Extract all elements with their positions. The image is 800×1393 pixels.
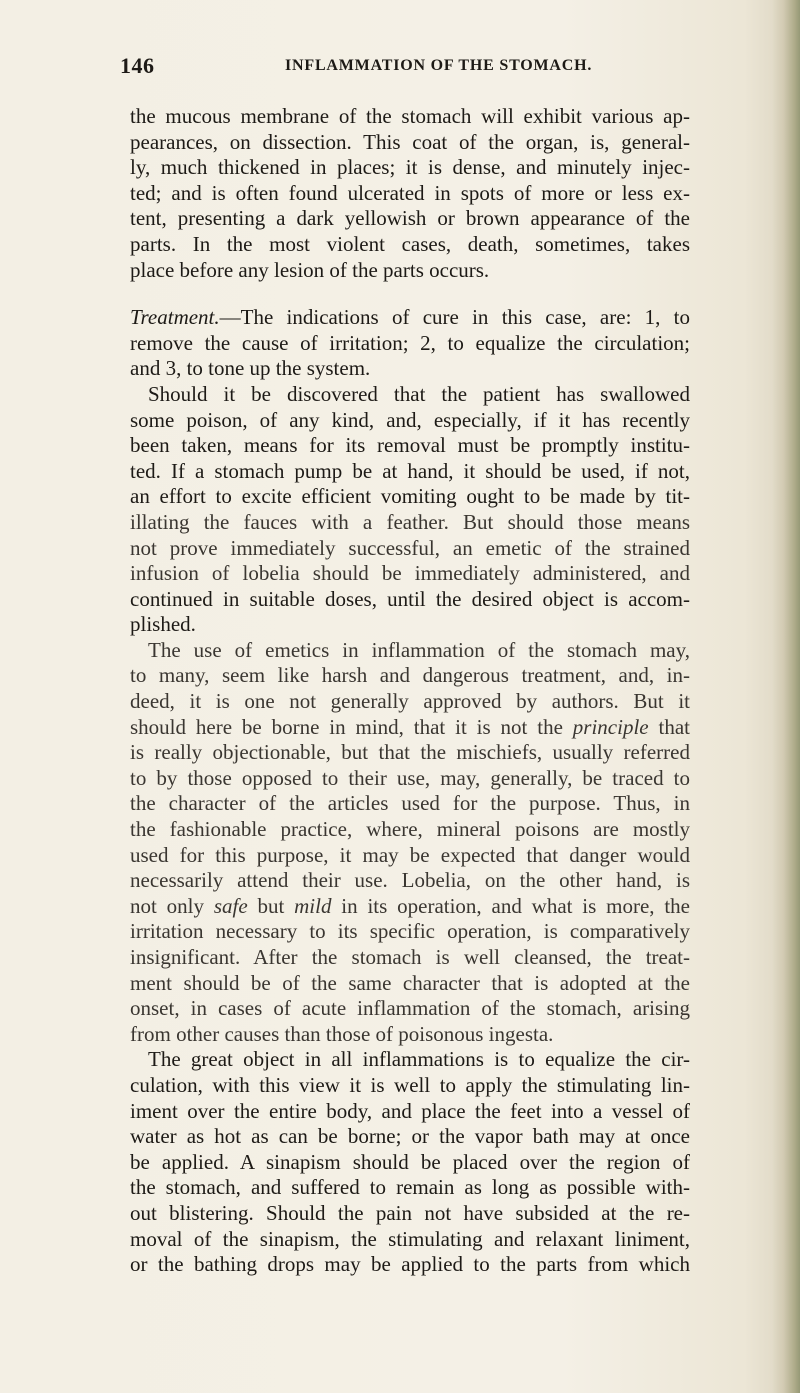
body-text [130,104,690,1278]
text-line: remove the cause of irritation; 2, to equalize the circulation; [130,330,690,355]
text-span: should here be borne in mind, that it is not the [130,714,573,739]
text-line: deed, it is one not generally approved by authors. But it [130,689,690,714]
text-line: the stomach, and suffered to remain as long as possible with- [130,1175,690,1200]
running-title: INFLAMMATION OF THE STOMACH. [285,57,593,74]
text-line: out blistering. Should the pain not have subsided at the re- [130,1200,690,1225]
text-line: irritation necessary to its specific operation, is comparatively [130,919,690,944]
emphasis-safe: safe [213,893,248,918]
page-number: 146 [120,53,155,78]
text-line: The use of emetics in inflammation of the stomach may, [148,637,690,662]
text-line: pearances, on dissection. This coat of the organ, is, general- [130,129,690,154]
text-line: moval of the sinapism, the stimulating and relaxant liniment, [130,1226,690,1251]
text-line: is really objectionable, but that the mischiefs, usually referred [130,740,690,765]
running-head [120,53,680,83]
treatment-heading: Treatment. [130,305,220,330]
text-line: water as hot as can be borne; or the vapor bath may at once [130,1124,690,1149]
paragraph-emetics [130,638,690,1048]
text-line: Should it be discovered that the patient has swallowed [148,381,690,406]
text-line: from other causes than those of poisonous ingesta. [130,1021,554,1046]
text-line: to many, seem like harsh and dangerous treatment, and, in- [130,663,690,688]
text-line: the mucous membrane of the stomach will exhibit various ap- [130,104,690,128]
text-line: onset, in cases of acute inflammation of the stomach, arising [130,996,690,1021]
paragraph-dissection [130,104,690,283]
text-line: necessarily attend their use. Lobelia, on the other hand, is [130,868,690,893]
text-line: continued in suitable doses, until the desired object is accom- [130,586,690,611]
text-span: not only [130,893,214,918]
text-line: be applied. A sinapism should be placed over the region of [130,1149,690,1174]
text-line: ment should be of the same character that is adopted at the [130,970,690,995]
text-line: the fashionable practice, where, mineral poisons are mostly [130,817,690,842]
text-line: infusion of lobelia should be immediately administered, and [130,561,690,586]
text-line [130,305,690,331]
paragraph-poison [130,382,690,638]
text-line: culation, with this view it is well to apply the stimulating lin- [130,1072,690,1097]
text-line: to by those opposed to their use, may, generally, be traced to [130,765,690,790]
text-line: and 3, to tone up the system. [130,356,371,381]
text-line: The great object in all inflammations is to equalize the cir- [148,1047,690,1072]
text-line: illating the fauces with a feather. But should those means [130,509,690,534]
text-line: not prove immediately successful, an emetic of the strained [130,535,690,560]
text-span: that [648,714,690,739]
page-edge-shadow [772,0,800,1393]
text-line: ly, much thickened in places; it is dense, and minutely injec- [130,155,690,180]
text-span: in its operation, and what is more, the [331,893,690,918]
text-line: place before any lesion of the parts occurs. [130,257,490,282]
text-line [130,715,690,741]
text-line: iment over the entire body, and place the feet into a vessel of [130,1098,690,1123]
text-line: the character of the articles used for the purpose. Thus, in [130,791,690,816]
emphasis-mild: mild [294,893,332,918]
text-line: tent, presenting a dark yellowish or brown appearance of the [130,206,690,231]
paragraph-circulation [130,1047,690,1277]
text-line: some poison, of any kind, and, especially, if it has recently [130,407,690,432]
text-line [130,894,690,920]
text-span: but [247,893,295,918]
text-line: ted; and is often found ulcerated in spots of more or less ex- [130,180,690,205]
text-line: parts. In the most violent cases, death, sometimes, takes [130,231,690,256]
text-span: —The indications of cure in this case, are: 1, to [219,305,690,330]
text-line: been taken, means for its removal must be promptly institu- [130,433,690,458]
emphasis-principle: principle [572,714,649,739]
text-line: ted. If a stomach pump be at hand, it should be used, if not, [130,458,690,483]
paragraph-treatment [130,305,690,382]
text-line: used for this purpose, it may be expected that danger would [130,842,690,867]
text-line: or the bathing drops may be applied to the parts from which [130,1252,690,1277]
text-line: insignificant. After the stomach is well cleansed, the treat- [130,945,690,969]
text-line: plished. [130,612,196,637]
text-line: an effort to excite efficient vomiting ought to be made by tit- [130,484,690,509]
